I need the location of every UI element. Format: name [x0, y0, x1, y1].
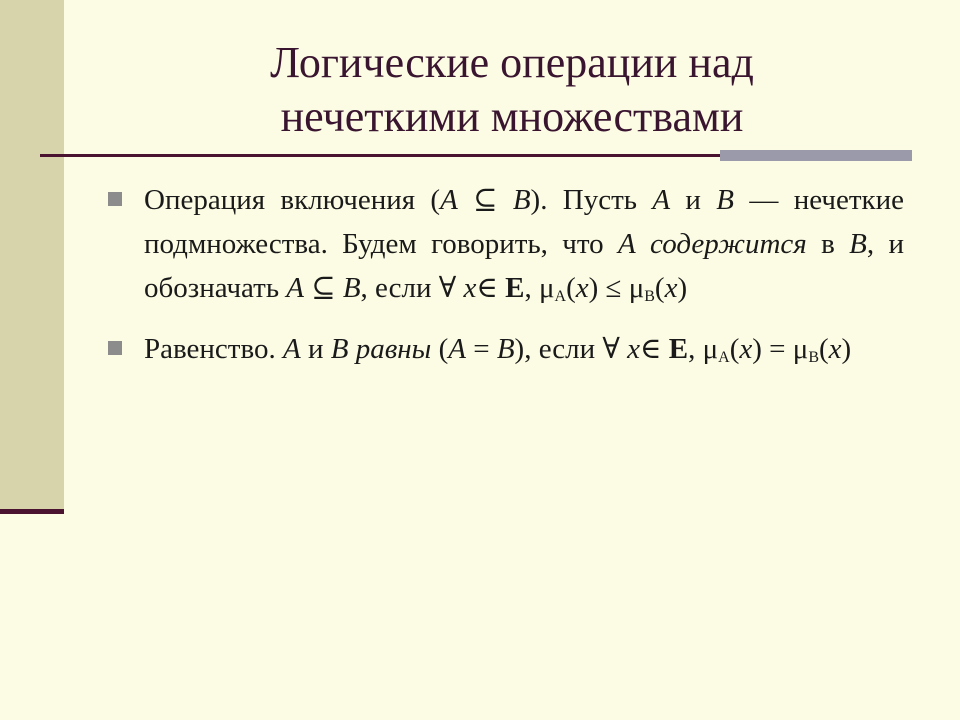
bullet-text	[144, 184, 904, 304]
element-of-symbol: ∈	[640, 333, 669, 365]
square-bullet-icon	[108, 341, 122, 355]
bullet-inclusion	[106, 178, 904, 319]
bullet-text	[144, 333, 851, 365]
text-fragment: и	[300, 333, 331, 365]
math-var: A	[282, 333, 301, 365]
subscript: B	[644, 288, 655, 305]
subscript: A	[554, 288, 567, 305]
text-fragment: Операция включения (	[144, 184, 441, 216]
side-band	[0, 0, 64, 512]
text-fragment: )	[677, 272, 688, 304]
title-line-2: нечеткими множествами	[280, 92, 744, 141]
text-fragment: (	[431, 333, 449, 365]
math-var: x	[739, 333, 753, 365]
element-of-symbol: ∈	[476, 272, 506, 304]
subscript: A	[718, 349, 730, 366]
mu-symbol: , μ	[688, 333, 719, 365]
slide-title	[64, 36, 960, 144]
equals-symbol: =	[465, 333, 497, 365]
text-fragment: , если ∀	[360, 272, 464, 304]
title-line-1: Логические операции над	[270, 38, 754, 87]
text-fragment: (	[819, 333, 829, 365]
side-band-rule	[0, 509, 64, 514]
math-var: B	[496, 333, 515, 365]
math-var: x	[828, 333, 842, 365]
math-var: x	[575, 272, 589, 304]
text-fragment	[348, 333, 355, 365]
text-fragment: ), если ∀	[514, 333, 628, 365]
text-fragment: (	[566, 272, 576, 304]
text-fragment: и	[670, 184, 717, 216]
math-var: A	[448, 333, 466, 365]
equals-symbol: ) = μ	[752, 333, 809, 365]
math-var: A	[652, 184, 671, 216]
math-var: A	[440, 184, 458, 216]
emphasis-term: содержится	[650, 228, 807, 260]
slide-content	[106, 178, 904, 388]
text-fragment: )	[841, 333, 852, 365]
text-fragment	[636, 228, 650, 260]
square-bullet-icon	[108, 192, 122, 206]
math-var: x	[627, 333, 641, 365]
universal-set: E	[505, 272, 525, 304]
leq-symbol: ) ≤ μ	[588, 272, 645, 304]
text-fragment: — нечеткие подмножества. Будем говорить, что	[144, 184, 904, 260]
math-var: B	[716, 184, 735, 216]
bullet-equality	[106, 327, 904, 380]
text-fragment: (	[654, 272, 665, 304]
text-fragment: , и обозначать	[144, 228, 904, 304]
math-var: A	[286, 272, 305, 304]
math-var: B	[342, 272, 361, 304]
math-var: B	[330, 333, 349, 365]
math-var: x	[664, 272, 678, 304]
math-var: B	[849, 228, 867, 260]
mu-symbol: , μ	[524, 272, 555, 304]
math-var: x	[463, 272, 477, 304]
subset-symbol: ⊆	[304, 272, 343, 304]
math-var: A	[617, 228, 636, 260]
subscript: B	[808, 349, 819, 366]
text-fragment: в	[806, 228, 850, 260]
emphasis-term: равны	[355, 333, 432, 365]
title-accent-bar	[720, 150, 912, 161]
math-var: B	[512, 184, 531, 216]
text-fragment: ). Пусть	[530, 184, 653, 216]
text-fragment: (	[729, 333, 740, 365]
text-fragment: Равенство.	[144, 333, 283, 365]
universal-set: E	[668, 333, 689, 365]
subset-symbol: ⊆	[457, 184, 513, 216]
